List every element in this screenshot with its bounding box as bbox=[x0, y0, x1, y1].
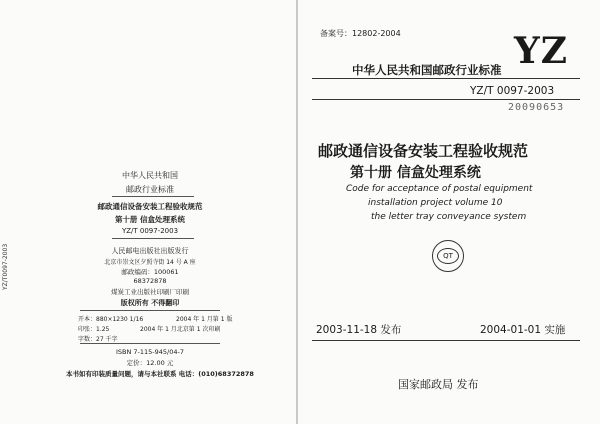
left-address: 北京市崇文区夕照寺街 14 号 A 座 bbox=[104, 259, 196, 266]
title-cn: 邮政通信设备安装工程验收规范 bbox=[318, 142, 529, 160]
standard-code: YZ/T 0097-2003 bbox=[470, 85, 555, 97]
title-en-line-1: Code for acceptance of postal equipment bbox=[346, 184, 533, 194]
left-heading-2: 邮政行业标准 bbox=[126, 185, 174, 194]
left-code: YZ/T 0097-2003 bbox=[121, 227, 179, 235]
standard-title: 中华人民共和国邮政行业标准 bbox=[352, 63, 502, 77]
footer-rule bbox=[312, 340, 580, 341]
left-format: 开本：880×1230 1/16 bbox=[78, 316, 144, 323]
left-notice: 本书如有印装质量问题，请与本社联系 电话：(010)68372878 bbox=[66, 370, 254, 378]
left-publisher: 人民邮电出版社出版发行 bbox=[111, 247, 189, 255]
left-printer: 煤炭工业出版社印刷厂印刷 bbox=[111, 288, 189, 296]
spine-code: YZ/T0097-2003 bbox=[2, 243, 9, 290]
left-title: 邮政通信设备安装工程验收规范 bbox=[97, 202, 203, 211]
qt-stamp bbox=[432, 240, 464, 272]
header-rule bbox=[312, 78, 580, 79]
qt-stamp-text: QT bbox=[437, 248, 459, 264]
subtitle-cn: 第十册 信盒处理系统 bbox=[350, 165, 481, 181]
left-phone: 68372878 bbox=[133, 277, 167, 285]
issuer: 国家邮政局 发布 bbox=[398, 378, 479, 391]
left-price: 定价：12.00 元 bbox=[126, 359, 174, 367]
publish-date: 2003-11-18 发布 bbox=[316, 324, 402, 336]
left-rights: 版权所有 不得翻印 bbox=[120, 299, 180, 307]
left-rule-2 bbox=[112, 238, 194, 239]
left-rule-1 bbox=[112, 196, 194, 197]
left-subtitle: 第十册 信盒处理系统 bbox=[114, 215, 186, 224]
left-sheets: 印张：1.25 bbox=[78, 326, 110, 333]
title-en-line-3: the letter tray conveyance system bbox=[371, 212, 527, 222]
left-isbn: ISBN 7-115-945/04-7 bbox=[115, 348, 184, 356]
effective-date: 2004-01-01 实施 bbox=[480, 324, 566, 336]
code-rule bbox=[312, 99, 580, 100]
left-rule-4 bbox=[80, 343, 220, 344]
left-printing: 2004 年 1 月北京第 1 次印刷 bbox=[140, 326, 221, 333]
left-postal: 邮政编码：100061 bbox=[121, 268, 179, 276]
filing-number: 备案号：12802-2004 bbox=[320, 29, 401, 38]
serial-number: 20090653 bbox=[508, 102, 565, 113]
left-rule-3 bbox=[80, 310, 220, 311]
page-spine bbox=[296, 0, 298, 424]
yz-logo: YZ bbox=[514, 30, 568, 72]
left-edition: 2004 年 1 月第 1 版 bbox=[176, 316, 233, 323]
left-heading-1: 中华人民共和国 bbox=[122, 171, 178, 180]
title-en-line-2: installation project volume 10 bbox=[368, 198, 503, 208]
left-words: 字数：27 千字 bbox=[78, 336, 118, 343]
